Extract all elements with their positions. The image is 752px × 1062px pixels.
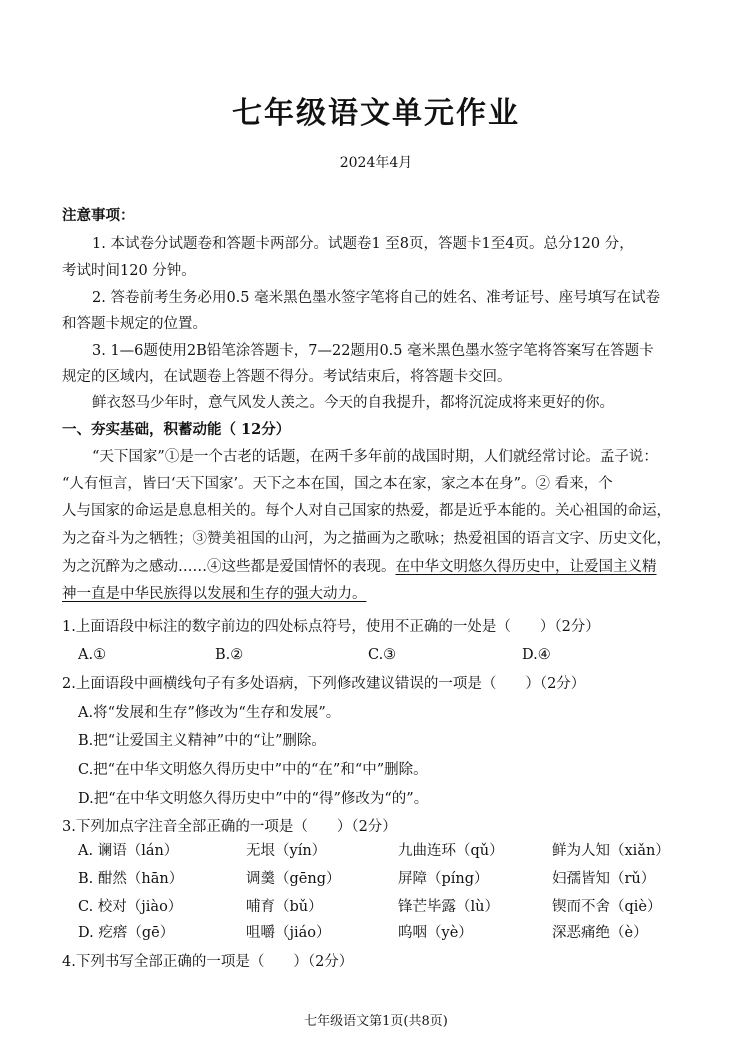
question-3-option-b-col3: 屏障（píng） [398,871,489,887]
document-date: 2024年4月 [339,155,413,171]
question-2-option-b: B.把“让爱国主义精神”中的“让”删除。 [78,733,326,749]
notice-line-4: 和答题卡规定的位置。 [62,316,207,332]
notice-line-7: 鲜衣怒马少年时，意气风发人羡之。今天的自我提升，都将沉淀成将来更好的你。 [92,395,614,411]
passage-underlined-sentence-end: 神一直是中华民族得以发展和生存的强大动力。 [62,586,367,602]
question-3-option-c-col2: 哺育（bǔ） [246,899,323,915]
question-3-option-d-col3: 呜咽（yè） [398,925,473,941]
question-1-option-b: B.② [215,647,244,663]
document-title: 七年级语文单元作业 [232,96,520,131]
question-3-option-b-col4: 妇孺皆知（rǔ） [552,871,656,887]
passage-line-5 [62,557,657,577]
question-3-option-b-col2: 调羹（gēng） [246,871,341,887]
question-3-option-b-col1: B. 酣然（hān） [78,871,184,887]
notice-line-1: 1. 本试卷分试题卷和答题卡两部分。试题卷1 至8页，答题卡1至4页。总分120 分， [92,236,634,252]
question-3-option-d-col4: 深恶痛绝（è） [552,925,648,941]
passage-line-3: 人与国家的命运是息息相关的。每个人对自己国家的热爱，都是近乎本能的。关心祖国的命运， [62,503,671,519]
question-2-option-d: D.把“在中华文明悠久得历史中”中的“得”修改为“的”。 [78,791,429,807]
notice-line-3: 2. 答卷前考生务必用0.5 毫米黑色墨水签字笔将自己的姓名、准考证号、座号填写在试卷 [92,290,661,306]
question-3-option-d-col1: D. 疙瘩（gē） [78,925,175,941]
question-2-option-a: A.将“发展和生存”修改为“生存和发展”。 [78,705,341,721]
question-3-option-a-col4: 鲜为人知（xiǎn） [552,843,670,859]
passage-line-1: “天下国家”①是一个古老的话题，在两千多年前的战国时期，人们就经常讨论。孟子说： [92,449,658,465]
notice-line-6: 规定的区域内，在试题卷上答题不得分。考试结束后，将答题卡交回。 [62,369,512,385]
passage-line-5-text: 为之沉醉为之感动……④这些都是爱国情怀的表现。 [62,559,396,575]
page-footer: 七年级语文第1页(共8页) [304,1014,448,1029]
passage-line-4: 为之奋斗为之牺牲；③赞美祖国的山河，为之描画为之歌咏；热爱祖国的语言文字、历史文化， [62,531,671,547]
question-3-option-c-col4: 锲而不舍（qiè） [552,899,662,915]
question-1-option-c: C.③ [368,647,397,663]
question-1-option-d: D.④ [522,647,551,663]
question-1-option-a: A.① [78,647,107,663]
passage-line-2: “人有恒言，皆曰‘天下国家’。天下之本在国，国之本在家，家之本在身”。② 看来，个 [62,476,613,492]
question-3-option-a-col1: A. 谰语（lán） [78,843,179,859]
notice-line-5: 3. 1—6题使用2B铅笔涂答题卡，7—22题用0.5 毫米黑色墨水签字笔将答案写在答题卡 [92,343,654,359]
question-4-stem: 4.下列书写全部正确的一项是（ ）（2分） [62,954,354,970]
question-3-option-d-col2: 咀嚼（jiáo） [246,925,331,941]
notice-heading: 注意事项： [62,207,135,224]
question-2-stem: 2.上面语段中画横线句子有多处语病，下列修改建议错误的一项是（ ）（2分） [62,676,586,692]
section-1-heading: 一、夯实基础，积蓄动能（ 12分） [62,421,291,438]
question-1-stem: 1.上面语段中标注的数字前边的四处标点符号，使用不正确的一处是（ ）（2分） [62,619,600,635]
question-3-option-a-col3: 九曲连环（qǔ） [398,843,504,859]
question-3-option-a-col2: 无垠（yín） [246,843,327,859]
notice-line-2: 考试时间120 分钟。 [62,263,196,279]
question-3-option-c-col1: C. 校对（jiào） [78,899,183,915]
question-2-option-c: C.把“在中华文明悠久得历史中”中的“在”和“中”删除。 [78,762,428,778]
passage-underlined-sentence-start: 在中华文明悠久得历史中，让爱国主义精 [395,559,657,575]
question-3-stem: 3.下列加点字注音全部正确的一项是（ ）（2分） [62,819,397,835]
question-3-option-c-col3: 锋芒毕露（lù） [398,899,499,915]
